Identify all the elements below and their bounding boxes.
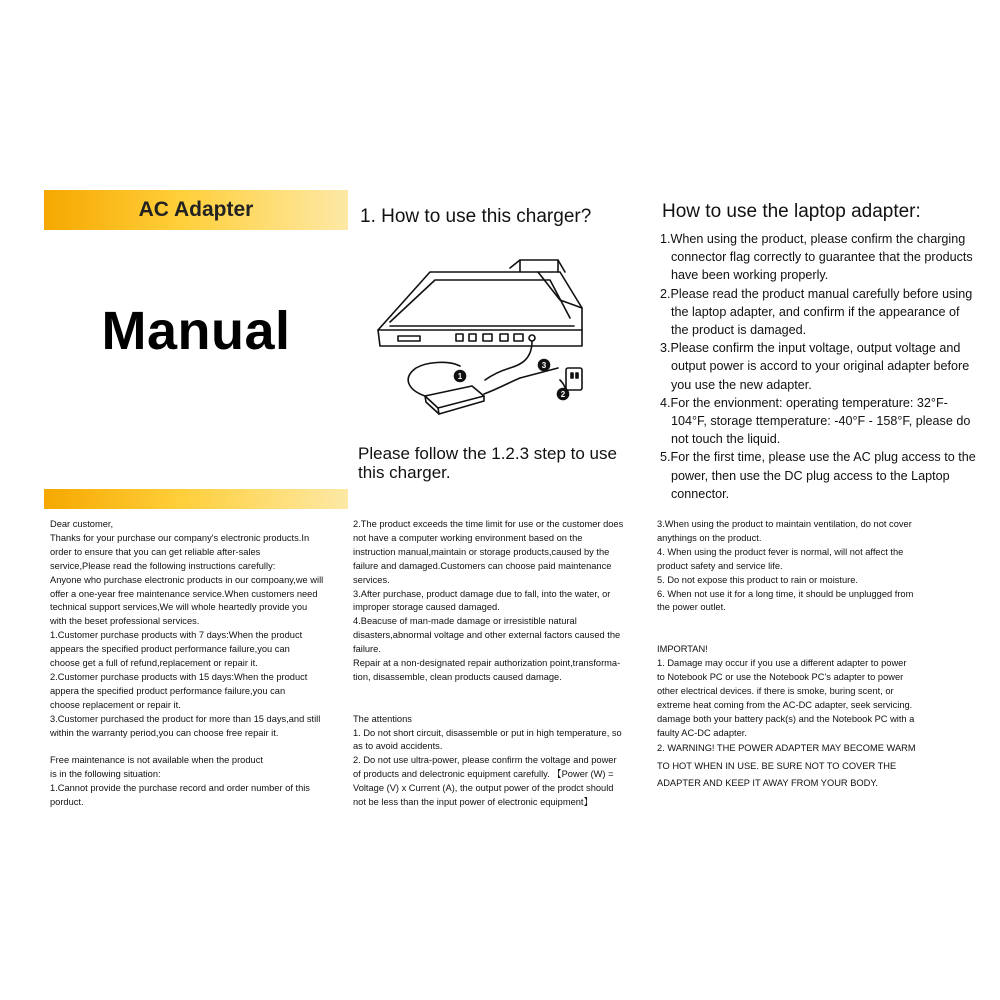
follow-steps-text: Please follow the 1.2.3 step to use this charger. [358, 444, 617, 482]
usage-notes: 3.When using the product to maintain ventilation, do not cover anythings on the product. 4. When using the product fever is normal, will not affect the product safety and service life. 5. Do not expose this product to rain or moisture. 6. When not use it for a long time, it should be unplugged from the power outlet. [657, 519, 914, 613]
laptop-step: 3.Please confirm the input voltage, output voltage and output power is accord to your original adapter before you use the new adapter. [660, 341, 970, 392]
laptop-adapter-steps [660, 230, 980, 503]
title-band [44, 190, 348, 230]
bottom-band [44, 489, 348, 509]
laptop-step: 1.When using the product, please confirm the charging connector flag correctly to guarantee that the products have been working properly. [660, 232, 973, 283]
step-label-3: 3 [541, 361, 547, 370]
warranty-intro: Thanks for your purchase our company's electronic products.In order to ensure that you can get reliable after-sales service,Please read the following instructions carefully: Anyone who purchase electronic products in our compoany,we will offer a one-year free maintenance service.When customers need technical support services,We will whole heartedly provide you with the beset professional services. 1.Customer purchase products with 7 days:When the product appears the specified product performance failure,you can choose get a full of refund,replacement or repair it. 2.Customer purchase products with 15 days:When the product appera the specified product performance failure,you can choose replacement or repair it. 3.Customer purchased the product for more than 15 days,and still within the warranty period,you can choose free repair it. [50, 532, 324, 738]
warranty-column [50, 518, 350, 810]
greeting: Dear customer, [50, 519, 114, 529]
free-maintenance-text: Free maintenance is not available when the product is in the following situation: 1.Cannot provide the purchase record and order number of this porduct. [50, 755, 310, 808]
band-title: AC Adapter [138, 198, 254, 221]
maintenance-conditions: 2.The product exceeds the time limit for use or the customer does not have a computer working environment based on the instruction manual,maintain or storage products,caused by the failure and damaged.Customers can choose paid maintenance services. 3.After purchase, product damage due to fall, into the water, or improper storage caused damaged. 4.Beacuse of man-made damage or irresistible natural disasters,abnormal voltage and other external factors caused the failure. Repair at a non-designated repair authorization point,transforma- tion, disassemble, clean products caused damage. [353, 519, 624, 682]
attentions-text: The attentions 1. Do not short circuit, disassemble or put in high temperature, so as to avoid accidents. 2. Do not use ultra-power, please confirm the voltage and power of products and delectronic equipment carefully. 【Power (W) = Voltage (V) x Current (A), the output power of the prodct should not be less than the input power of electronic equipment】 [353, 713, 622, 808]
laptop-step: 4.For the envionment: operating temperature: 32°F-104°F, storage ttemperature: -40°F - 158°F, please do not touch the liquid. [660, 395, 971, 447]
how-to-use-title: 1. How to use this charger? [360, 206, 592, 227]
step-label-2: 2 [560, 390, 566, 399]
safety-column [657, 518, 957, 793]
warning-text: 2. WARNING! THE POWER ADAPTER MAY BECOME WARM TO HOT WHEN IN USE. BE SURE NOT TO COVER THE ADAPTER AND KEEP IT AWAY FROM YOUR BODY. [657, 743, 916, 789]
laptop-step: 5.For the first time, please use the AC plug access to the power, then use the DC plug access to the Laptop connector. [660, 450, 976, 501]
conditions-column [353, 518, 653, 810]
laptop-step: 2.Please read the product manual carefully before using the laptop adapter, and confirm if the appearance of the product is damaged. [660, 286, 973, 338]
laptop-adapter-title: How to use the laptop adapter: [662, 201, 921, 222]
step-label-1: 1 [457, 372, 463, 381]
important-notice: IMPORTAN! 1. Damage may occur if you use a different adapter to power to Notebook PC or use the Notebook PC's adapter to power other electrical devices. if there is smoke, buring scent, or extreme heat coming from the AC-DC adapter, seek servicing. damage both your battery pack(s) and the Notebook PC with a faulty AC-DC adapter. [657, 644, 915, 738]
manual-title: Manual [101, 301, 291, 361]
laptop-charger-illustration [360, 250, 600, 435]
